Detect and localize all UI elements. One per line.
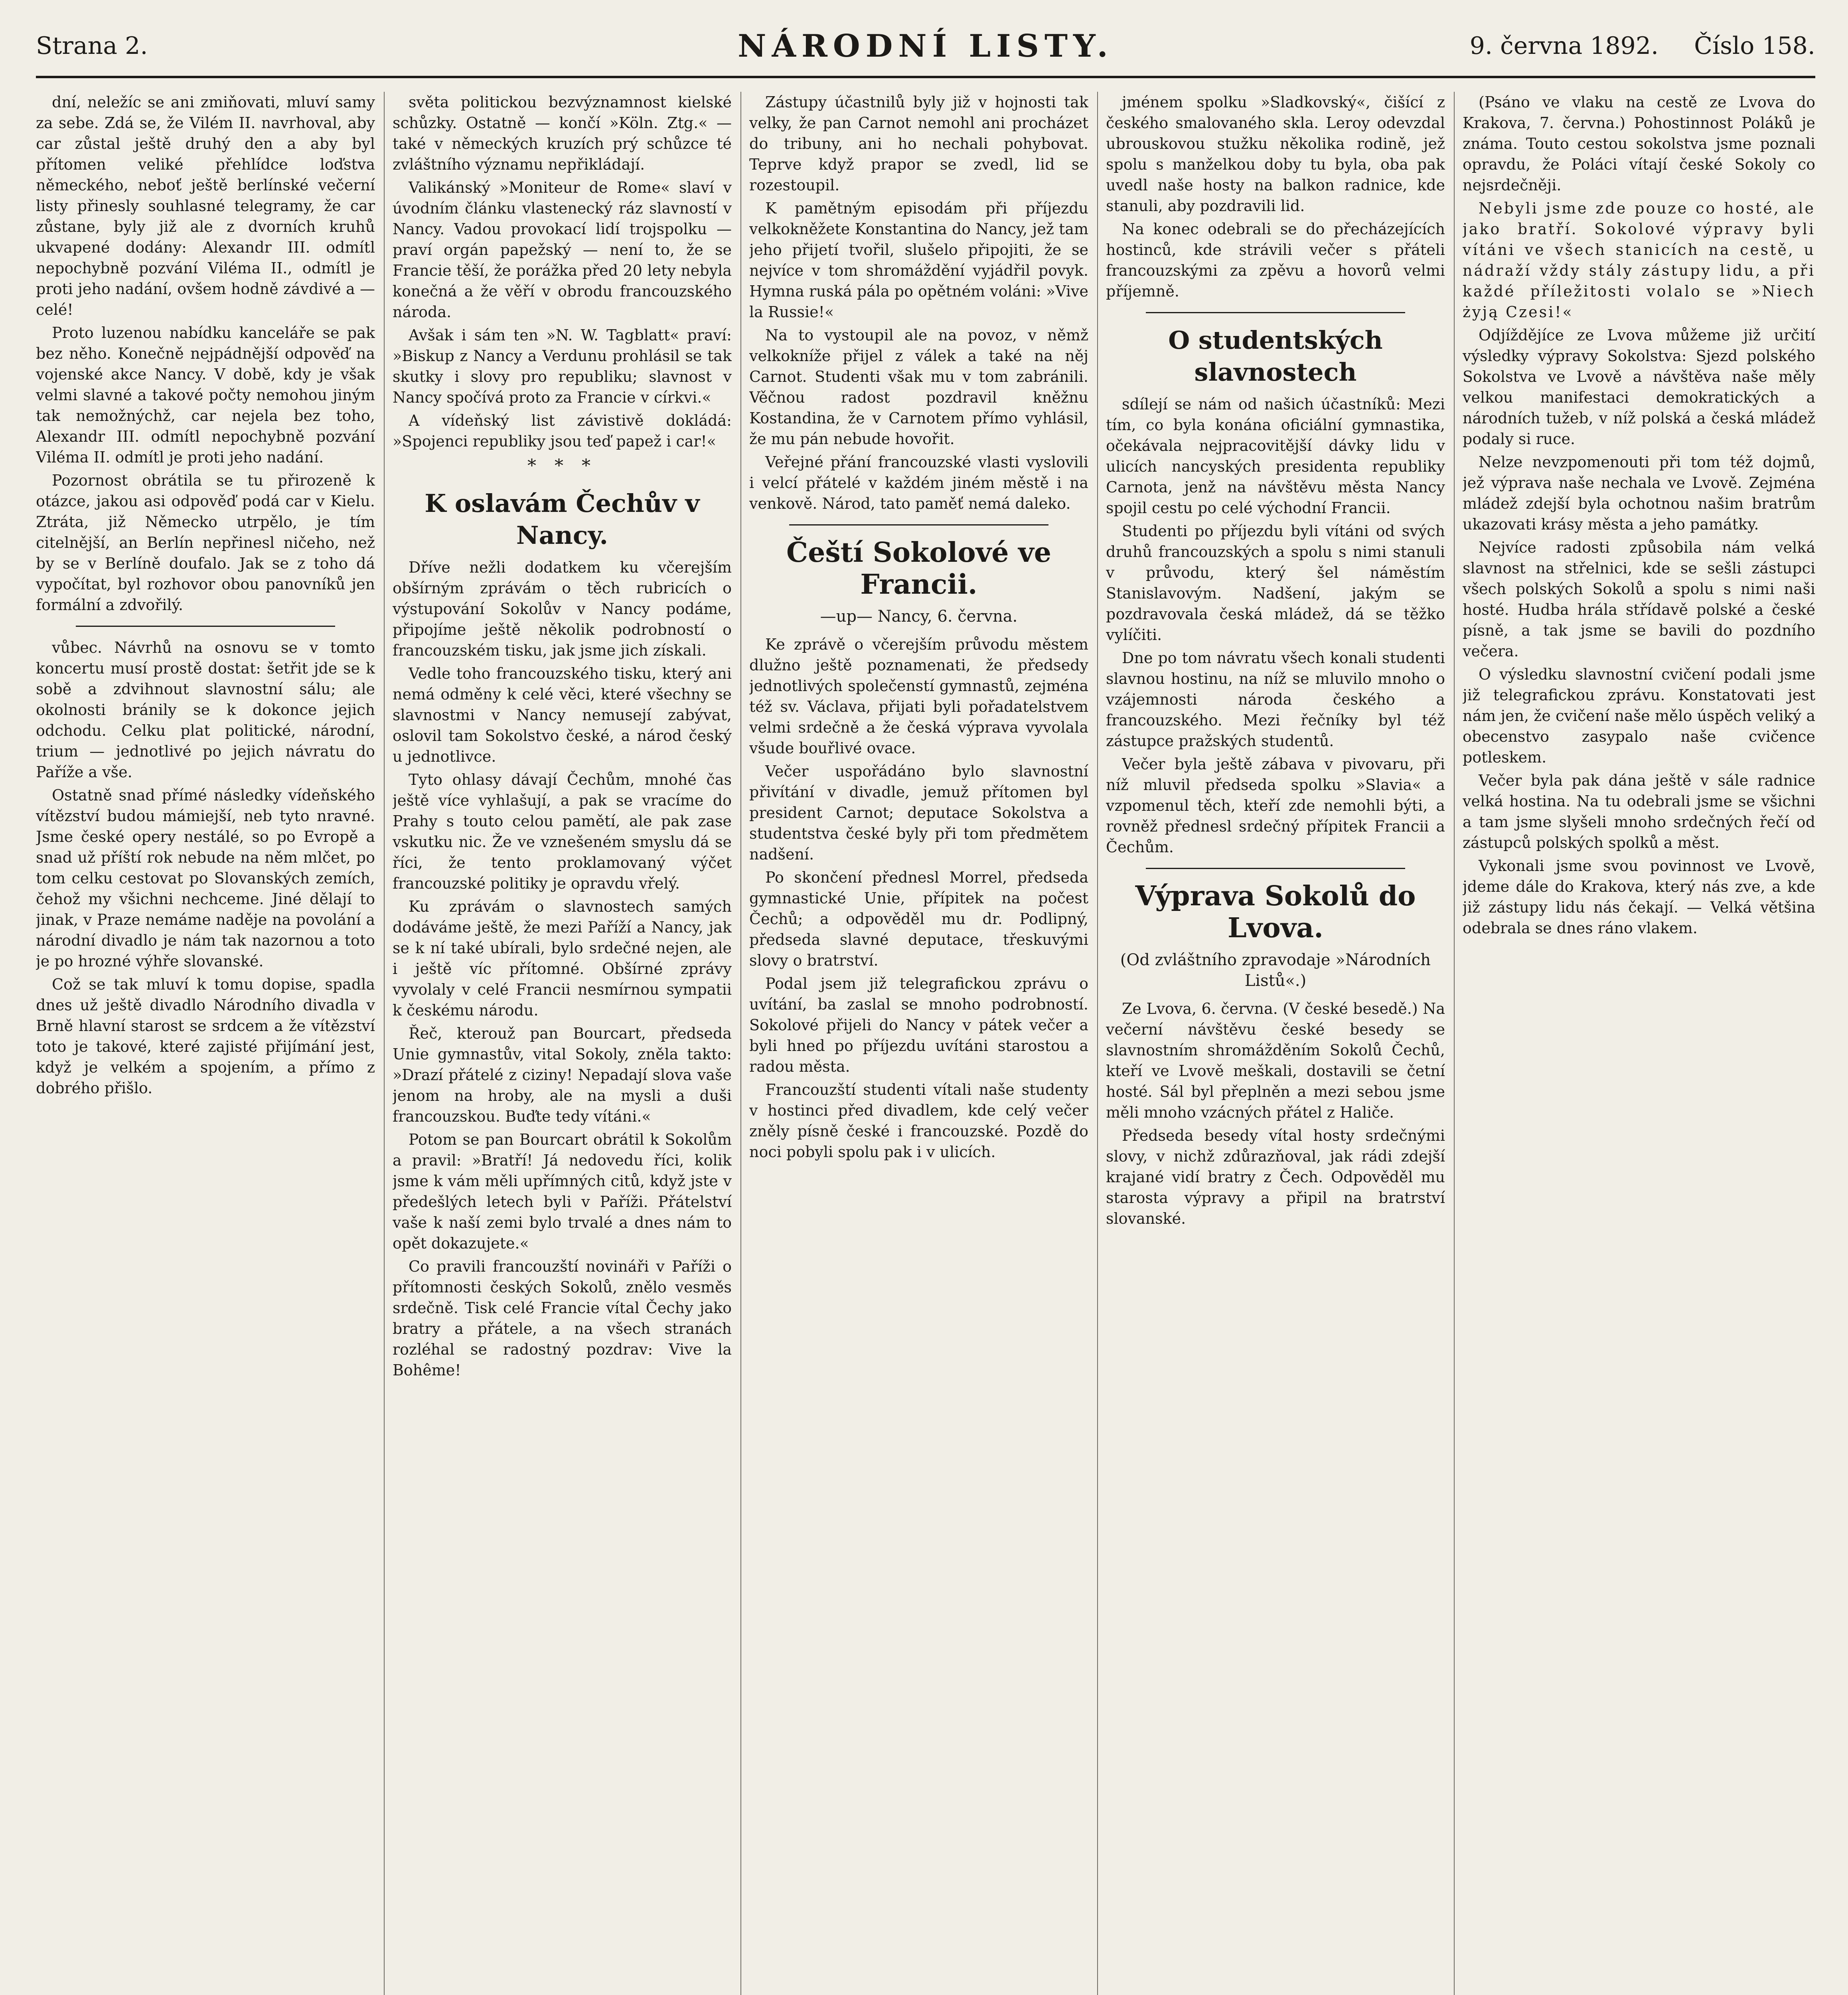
section-divider <box>76 626 335 627</box>
article-headline: Čeští Sokolové ve Francii. <box>786 537 1051 600</box>
paragraph: Na konec odebrali se do přecházejících hostinců, kde strávili večer s přáteli francouzskými za zpěvu a hovorů velmi příjemně. <box>1106 220 1445 300</box>
columns <box>36 92 1815 1995</box>
column-1 <box>36 92 375 1995</box>
paragraph: jménem spolku »Sladkovský«, čišící z českého smalovaného skla. Leroy odevzdal ubrouskovou stužku několika rodině, jež spolu s manželkou doby tu byla, oba pak uvedl naše hosty na balkon radnice, kde stanuli, aby pozdravili lid. <box>1106 93 1445 215</box>
column-rule <box>384 92 385 1995</box>
paragraph: Studenti po příjezdu byli vítáni od svých druhů francouzských a spolu s nimi stanuli v průvodu, který šel náměstím Stanislavovým. Nadšení, jakým se pozdravovala česká mládež, dá se těžko vylíčiti. <box>1106 522 1445 644</box>
issue-number: Číslo 158. <box>1694 32 1816 60</box>
column-rule <box>740 92 741 1995</box>
paragraph: Podal jsem již telegrafickou zprávu o uvítání, ba zaslal se mnoho podrobností. Sokolové přijeli do Nancy v pátek večer a byli hned po příjezdu uvítáni starostou a radou města. <box>749 975 1088 1075</box>
paragraph: Proto luzenou nabídku kanceláře se pak bez něho. Konečně nejpádnější odpověď na vojenské akce Nancy. V době, kdy je však velmi slavné a takové počty nemohou jiným tak nemožnýchž, car nejela bez toho, Alexandr III. odmítl nepochybně pozvání Viléma II. odmítl je proti jeho nadání. <box>36 324 375 466</box>
paragraph: Večer byla ještě zábava v pivovaru, při níž mluvil předseda spolku »Slavia« a vzpomenul těch, kteří zde nemohli býti, a rovněž přednesl srdečný přípitek Francii a Čechům. <box>1106 755 1445 856</box>
article-subtitle: (Od zvláštního zpravodaje »Národních Listů«.) <box>1120 951 1431 990</box>
paragraph: Vykonali jsme svou povinnost ve Lvově, jdeme dále do Krakova, který nás zve, a kde již zástupy lidu nás čekají. — Velká většina odebrala se dnes ráno vlakem. <box>1463 857 1815 937</box>
paragraph: světa politickou bezvýznamnost kielské schůzky. Ostatně — končí »Köln. Ztg.« — také v německých kruzích prý schůzce té zvláštního významu nepřikládají. <box>393 93 732 173</box>
paragraph: Ostatně snad přímé následky vídeňského vítězství budou mámiejší, neb tyto nravné. Jsme české opery nestálé, so po Evropě a snad už příští rok nebude na něm mlčet, po tom celku cestovat po Slovanských zemích, čehož my všichni nechceme. Jiné dělají to jinak, v Praze nemáme naděje na povolání a národní divadlo je nám tak nazornou a toto je po hrozné výhře slovanské. <box>36 786 375 970</box>
article-headline: Výprava Sokolů do Lvova. <box>1135 880 1416 944</box>
issue-date: 9. června 1892. <box>1469 32 1659 60</box>
paragraph: Potom se pan Bourcart obrátil k Sokolům a pravil: »Bratří! Já nedovedu říci, kolik jsme k vám měli upřímných citů, když jste v předešlých letech byli v Paříži. Přátelství vaše k naší zemi bylo trvalé a dnes nám to opět dokazujete.« <box>393 1131 732 1252</box>
paragraph: (Psáno ve vlaku na cestě ze Lvova do Krakova, 7. června.) Pohostinnost Poláků je známa. Touto cestou sokolstva jsme poznali opravdu, že Poláci vítají české Sokoly co nejsrdečněji. <box>1463 93 1815 194</box>
paragraph: Dříve nežli dodatkem ku včerejším obšírným zprávám o těch rubricích o výstupování Sokolův v Nancy podáme, připojíme ještě několik podrobností o francouzském tisku, jak jsme jich získali. <box>393 559 732 659</box>
paragraph: Francouzští studenti vítali naše studenty v hostinci před divadlem, kde celý večer zněly písně české i francouzské. Pozdě do noci pobyli spolu pak i v ulicích. <box>749 1081 1088 1161</box>
paragraph: Veřejné přání francouzské vlasti vyslovili i velcí přátelé v každém jiném městě i na venkově. Národ, tato paměť nemá daleko. <box>749 453 1088 512</box>
paragraph: Nejvíce radosti způsobila nám velká slavnost na střelnici, kde se sešli zástupci všech polských Sokolů a spolu s nimi naši hosté. Hudba hrála střídavě polské a české písně, a tak jsme se bavili do pozdního večera. <box>1463 539 1815 660</box>
paragraph: A vídeňský list závistivě dokládá: »Spojenci republiky jsou teď papež i car!« <box>393 412 732 450</box>
paragraph: Ke zprávě o včerejším průvodu městem dlužno ještě poznamenati, že předsedy jednotlivých společenstí gymnastů, zejména též sv. Václava, přijati byli pořadatelstvem velmi srdečně a že česká výprava vyvolala všude bouřlivé ovace. <box>749 636 1088 757</box>
paragraph: Na to vystoupil ale na povoz, v němž velkokníže přijel z válek a také na něj Carnot. Studenti však mu v tom zabránili. Věčnou radost pozdravil kněžnu Kostandina, že v Carnotem přímo vyhlásil, že mu pán nebude hovořit. <box>749 326 1088 448</box>
paragraph: Tyto ohlasy dávají Čechům, mnohé čas ještě více vyhlašují, a pak se vracíme do Prahy s touto celou pamětí, ale pak zase vskutku nic. Že ve vznešeném smyslu dá se říci, že tento proklamovaný výčet francouzské politiky je opravdu vřelý. <box>393 771 732 892</box>
newspaper-title: NÁRODNÍ LISTY. <box>738 28 1114 64</box>
paragraph: Po skončení přednesl Morrel, předseda gymnastické Unie, přípitek na počest Čechů; a odpověděl mu dr. Podlipný, předseda slavné deputace, třeskuvými slovy o bratrství. <box>749 869 1088 969</box>
dateline: —up— Nancy, 6. června. <box>820 607 1018 626</box>
paragraph: K pamětným episodám při příjezdu velkokněžete Konstantina do Nancy, jež tam jeho přijetí tvořil, slušelo připojiti, že se nejvíce v tom shromáždění vyjádřil povyk. Hymna ruská pála po opětném voláni: »Vive la Russie!« <box>749 200 1088 321</box>
paragraph: Avšak i sám ten »N. W. Tagblatt« praví: »Biskup z Nancy a Verdunu prohlásil se tak skutky i slovy pro republiku; slavnost v Nancy spočívá proto za Francie v církvi.« <box>393 326 732 406</box>
article-headline: K oslavám Čechův v Nancy. <box>424 489 700 550</box>
masthead <box>36 16 1815 78</box>
paragraph: Večer uspořádáno bylo slavnostní přivítání v divadle, jemuž přítomen byl president Carnot; deputace Sokolstva a studentstva české byly při tom předmětem nadšení. <box>749 762 1088 863</box>
section-divider <box>789 524 1048 525</box>
paragraph: Předseda besedy vítal hosty srdečnými slovy, v nichž zdůrazňoval, jak rádi zdejší krajané vidí bratry z Čech. Odpověděl mu starosta výpravy a připil na bratrství slovanské. <box>1106 1127 1445 1227</box>
paragraph: Večer byla pak dána ještě v sále radnice velká hostina. Na tu odebrali jsme se všichni a tam jsme slyšeli mnoho srdečných řečí od zástupců polských spolků a měst. <box>1463 772 1815 851</box>
paragraph: Dne po tom návratu všech konali studenti slavnou hostinu, na níž se mluvilo mnoho o vzájemnosti národa českého a francouzského. Mezi řečníky byl též zástupce pražských studentů. <box>1106 649 1445 750</box>
paragraph: Ze Lvova, 6. června. (V české besedě.) Na večerní návštěvu české besedy se slavnostním shromážděním Sokolů Čechů, kteří ve Lvově meškali, dostavili se četní hosté. Sál byl přeplněn a mezi sebou jsme měli mnoho vzácných přátel z Haliče. <box>1106 1000 1445 1121</box>
paragraph: Ku zprávám o slavnostech samých dodáváme ještě, že mezi Paříží a Nancy, jak se k ní také ubírali, bylo srdečné nejen, ale i ještě víc přítomné. Obšírné zprávy vyvolaly v celé Francii nesmírnou sympatii k českému národu. <box>393 898 732 1019</box>
paragraph: Co pravili francouzští novináři v Paříži o přítomnosti českých Sokolů, znělo vesměs srdečně. Tisk celé Francie vítal Čechy jako bratry a přátele, a na všech stranách rozléhal se radostný pozdrav: Vive la Bohême! <box>393 1258 732 1379</box>
article-headline: O studentských slavnostech <box>1168 326 1383 387</box>
column-rule <box>1454 92 1455 1995</box>
column-2 <box>393 92 732 1995</box>
paragraph: O výsledku slavnostní cvičení podali jsme již telegrafickou zprávu. Konstatovati jest nám jen, že cvičení naše mělo úspěch veliký a obecenstvo zasypalo naše cvičence potleskem. <box>1463 666 1815 766</box>
paragraph: Pozornost obrátila se tu přirozeně k otázce, jakou asi odpověď podá car v Kielu. Ztráta, již Německo utrpělo, je tím citelnější, an Berlín nepřinesl ničeho, než by se v Berlíně doufalo. Jak se z toho dá vypočítat, byl rozhovor obou panovníků jen formální a zdvořilý. <box>36 472 375 614</box>
ornament: * * * <box>527 456 597 476</box>
paragraph: dní, neležíc se ani zmiňovati, mluví samy za sebe. Zdá se, že Vilém II. navrhoval, aby car zůstal ještě druhý den a aby byl přítomen veliké přehlídce loďstva německého, neboť ještě berlínské večerní listy přinesly souhlasné telegramy, že car zůstane, byly již ale z dvorních kruhů ukvapené dodány: Alexandr III. odmítl nepochybně pozvání Viléma II., odmítl je proti jeho nadání, ovšem hodně závdivé a — celé! <box>36 93 375 318</box>
column-3 <box>749 92 1088 1995</box>
issue-info <box>1222 32 1815 60</box>
paragraph: Nelze nevzpomenouti při tom též dojmů, jež výprava naše nechala ve Lvově. Zejména mládež zdejší byla ochotnou našim bratrům ukazovati krásy města a jeho památky. <box>1463 453 1815 533</box>
column-4 <box>1106 92 1445 1995</box>
section-divider <box>1146 312 1405 313</box>
paragraph: Což se tak mluví k tomu dopise, spadla dnes už ještě divadlo Národního divadla v Brně hlavní starost se srdcem a že vítězství toto je takové, které zajisté přijímání jest, když je velkém a spojením, a přímo z dobrého přišlo. <box>36 976 375 1097</box>
paragraph: Nebyli jsme zde pouze co hosté, ale jako bratří. Sokolové výpravy byli vítáni ve všech stanicích na cestě, u nádraží vždy stály zástupy lidu, a při každé příležitosti volalo se »Niech żyją Czesi!« <box>1463 200 1815 321</box>
paragraph: Odjíždějíce ze Lvova můžeme již určití výsledky výpravy Sokolstva: Sjezd polského Sokolstva ve Lvově a návštěva naše měly velkou manifestaci demokratických a národních tužeb, v níž polská a česká mládež podaly si ruce. <box>1463 326 1815 448</box>
section-divider <box>1146 868 1405 869</box>
paragraph: vůbec. Návrhů na osnovu se v tomto koncertu musí prostě dostat: šetřit jde se k sobě a zdvihnout slavnostní sálu; ale okolnosti bránily se k dokonce jejich odchodu. Celku plat politické, národní, trium — jednotlivé po jejich návratu do Paříže a vše. <box>36 639 375 781</box>
paragraph: Zástupy účastnilů byly již v hojnosti tak velky, že pan Carnot nemohl ani procházet do tribuny, ani ho nechali pohybovat. Teprve když prapor se zvedl, lid se rozestoupil. <box>749 93 1088 194</box>
paragraph: Řeč, kterouž pan Bourcart, předseda Unie gymnastův, vital Sokoly, zněla takto: »Drazí přátelé z ciziny! Nepadají slova vaše jenom na hroby, ale na mysli a duši francouzskou. Buďte tedy vítáni.« <box>393 1025 732 1125</box>
paragraph: Valikánský »Moniteur de Rome« slaví v úvodním článku vlastenecký ráz slavností v Nancy. Vadou provokací lidí trojspolku — praví orgán papežský — není to, že se Francie těší, že porážka před 20 lety nebyla konečná a že věří v obrodu francouzského národa. <box>393 179 732 321</box>
column-rule <box>1097 92 1098 1995</box>
column-5 <box>1463 92 1815 1995</box>
paragraph: Vedle toho francouzského tisku, který ani nemá odměny k celé věci, které všechny se slavnostmi v Nancy nemusejí zabývat, oslovil tam Sokolstvo české, a národ český u jednotlivce. <box>393 665 732 765</box>
page-number: Strana 2. <box>36 32 148 60</box>
paragraph: sdílejí se nám od našich účastníků: Mezi tím, co byla konána oficiální gymnastika, očekávala nejpracovitější dávky lidu v ulicích nancyských presidenta republiky Carnota, jenž na návštěvu města Nancy spojil cestu po celé východní Francii. <box>1106 395 1445 517</box>
